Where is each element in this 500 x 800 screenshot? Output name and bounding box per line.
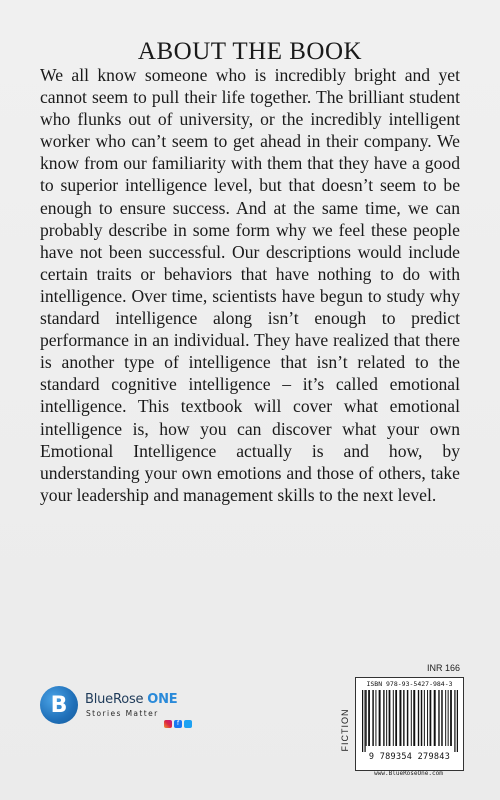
social-icons	[164, 720, 192, 728]
barcode-bar	[430, 690, 432, 746]
isbn-barcode	[355, 677, 464, 771]
barcode-bar	[366, 690, 367, 746]
barcode-bar	[445, 690, 446, 746]
barcode-bar	[389, 690, 391, 746]
barcode-bar	[395, 690, 397, 746]
section-title: ABOUT THE BOOK	[137, 38, 363, 65]
instagram-icon	[164, 720, 172, 728]
barcode-bar	[403, 690, 404, 746]
barcode-bar	[386, 690, 387, 746]
facebook-icon: f	[174, 720, 182, 728]
barcode-bar	[383, 690, 384, 746]
twitter-icon	[184, 720, 192, 728]
barcode-guard-bar	[364, 690, 365, 752]
barcode-bar	[448, 690, 449, 746]
barcode-bar	[450, 690, 452, 746]
barcode-bar	[399, 690, 401, 746]
publisher-website: www.BlueRoseOne.com	[374, 770, 443, 777]
price-label: INR 166	[427, 663, 461, 673]
logo-letter: B	[50, 692, 68, 718]
book-description: We all know someone who is incredibly bright and yet cannot seem to pull their life together. The brilliant student who flunks out of university, or the incredibly intelligent worker who can’t seem to get ahead in their company. We know from our familiarity with them that they have a good to superior intelligence level, but that doesn’t seem to be enough to ensure success. And at the same time, we can probably describe in some form why we feel these people have not been successful. Our descriptions would include certain traits or behaviors that have nothing to do with intelligence. Over time, scientists have begun to study why standard intelligence along isn’t enough to predict performance in an individual. They have realized that there is another type of intelligence that isn’t related to the standard cognitive intelligence – it’s called emotional intelligence. This textbook will cover what emotional intelligence is, how you can discover what your own Emotional Intelligence actually is and how, by understanding your own emotions and those of others, take your leadership and management skills to the next level.	[40, 65, 460, 505]
publisher-logo-mark	[40, 686, 78, 724]
barcode-bar	[438, 690, 439, 746]
barcode-bar	[434, 690, 436, 746]
barcode-bar	[379, 690, 381, 746]
barcode-guard-bar	[362, 690, 363, 752]
barcode-bar	[407, 690, 408, 746]
barcode-bar	[411, 690, 412, 746]
genre-label: FICTION	[340, 708, 350, 752]
barcode-bar	[413, 690, 415, 746]
isbn-number: ISBN 978-93-5427-984-3	[366, 680, 453, 688]
barcode-bar	[418, 690, 419, 746]
barcode-bar	[441, 690, 442, 746]
publisher-name	[85, 692, 178, 707]
barcode-guard-bar	[457, 690, 458, 752]
barcode-bar	[421, 690, 422, 746]
barcode-bar	[427, 690, 428, 746]
barcode-bars	[362, 690, 458, 752]
publisher-name-main: BlueRose	[85, 692, 144, 707]
publisher-logo	[40, 686, 240, 734]
barcode-guard-bar	[454, 690, 455, 752]
barcode-bar	[372, 690, 373, 746]
barcode-bar	[393, 690, 394, 746]
barcode-bar	[368, 690, 370, 746]
barcode-digits: 9 789354 279843	[368, 752, 451, 762]
barcode-bar	[375, 690, 376, 746]
publisher-name-accent: ONE	[147, 692, 178, 707]
publisher-tagline: Stories Matter	[86, 709, 159, 718]
barcode-bar	[424, 690, 425, 746]
